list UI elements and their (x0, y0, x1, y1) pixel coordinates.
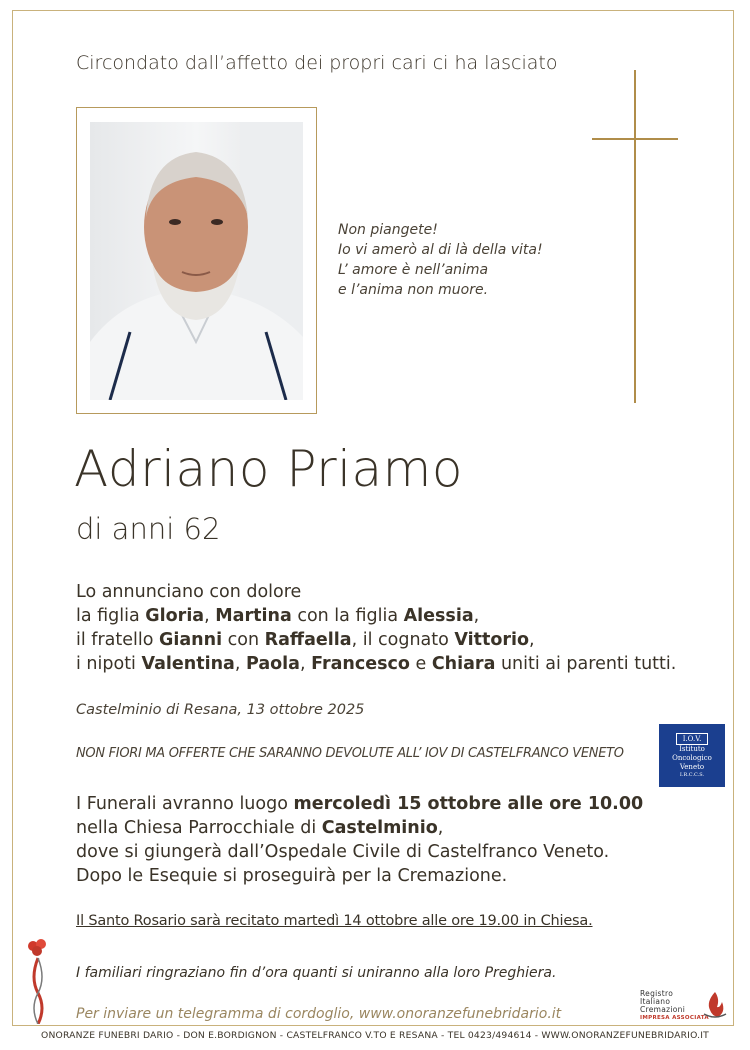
flame-icon (702, 990, 728, 1020)
funeral-info (76, 792, 643, 888)
iov-logo-line: I.R.C.C.S. (679, 772, 705, 778)
poem-line: L’ amore è nell’anima (338, 262, 489, 278)
cross-vertical (634, 70, 636, 403)
thanks-text: I familiari ringraziano fin d’ora quanti si uniranno alla loro Preghiera. (76, 965, 557, 981)
ric-logo-line: Registro (640, 989, 674, 998)
announce-line-4: i nipoti Valentina, Paola, Francesco e Chiara uniti ai parenti tutti. (76, 654, 677, 674)
telegram-link[interactable]: Per inviare un telegramma di cordoglio, www.onoranzefunebridario.it (76, 1006, 562, 1022)
poem-line: Non piangete! (338, 222, 438, 238)
flower-icon (24, 938, 52, 1024)
iov-logo-line: Istituto (679, 745, 705, 753)
deceased-age: di anni 62 (76, 512, 221, 546)
no-flowers-notice: NON FIORI MA OFFERTE CHE SARANNO DEVOLUTE ALL’ IOV DI CASTELFRANCO VENETO (76, 746, 624, 761)
place-date: Castelminio di Resana, 13 ottobre 2025 (76, 702, 365, 718)
funeral-line-1: I Funerali avranno luogo mercoledì 15 ottobre alle ore 10.00 (76, 794, 644, 814)
iov-logo-abbr: I.O.V. (676, 733, 708, 745)
announcement (76, 580, 676, 676)
ric-logo-line: Cremazioni (640, 1005, 686, 1014)
intro-text: Circondato dall’affetto dei propri cari ci ha lasciato (76, 52, 558, 74)
funeral-line-2: nella Chiesa Parrocchiale di Castelminio, (76, 818, 444, 838)
announce-line-3: il fratello Gianni con Raffaella, il cognato Vittorio, (76, 630, 535, 650)
poem-line: e l’anima non muore. (338, 282, 489, 298)
footer-text: ONORANZE FUNEBRI DARIO - DON E.BORDIGNON - CASTELFRANCO V.TO E RESANA - TEL 0423/494614 - WWW.ONORANZEFUNEBRIDARIO.IT (41, 1030, 709, 1041)
portrait-illustration (90, 122, 303, 400)
poem (338, 220, 543, 300)
poem-line: Io vi amerò al di là della vita! (338, 242, 543, 258)
ric-logo-line: Italiano (640, 997, 671, 1006)
iov-logo (659, 724, 725, 787)
ric-logo-sub: IMPRESA ASSOCIATA (640, 1015, 709, 1021)
announce-line-1: Lo annunciano con dolore (76, 582, 302, 602)
cremation-registry-logo (640, 990, 728, 1026)
announce-line-2: la figlia Gloria, Martina con la figlia Alessia, (76, 606, 480, 626)
iov-logo-line: Oncologico (672, 754, 712, 762)
cross-horizontal (592, 138, 678, 140)
funeral-line-4: Dopo le Esequie si proseguirà per la Cremazione. (76, 866, 508, 886)
deceased-name: Adriano Priamo (74, 440, 463, 498)
rosary-notice: Il Santo Rosario sarà recitato martedì 14 ottobre alle ore 19.00 in Chiesa. (76, 913, 593, 929)
portrait-photo (90, 122, 303, 400)
iov-logo-line: Veneto (679, 763, 705, 771)
funeral-line-3: dove si giungerà dall’Ospedale Civile di Castelfranco Veneto. (76, 842, 610, 862)
